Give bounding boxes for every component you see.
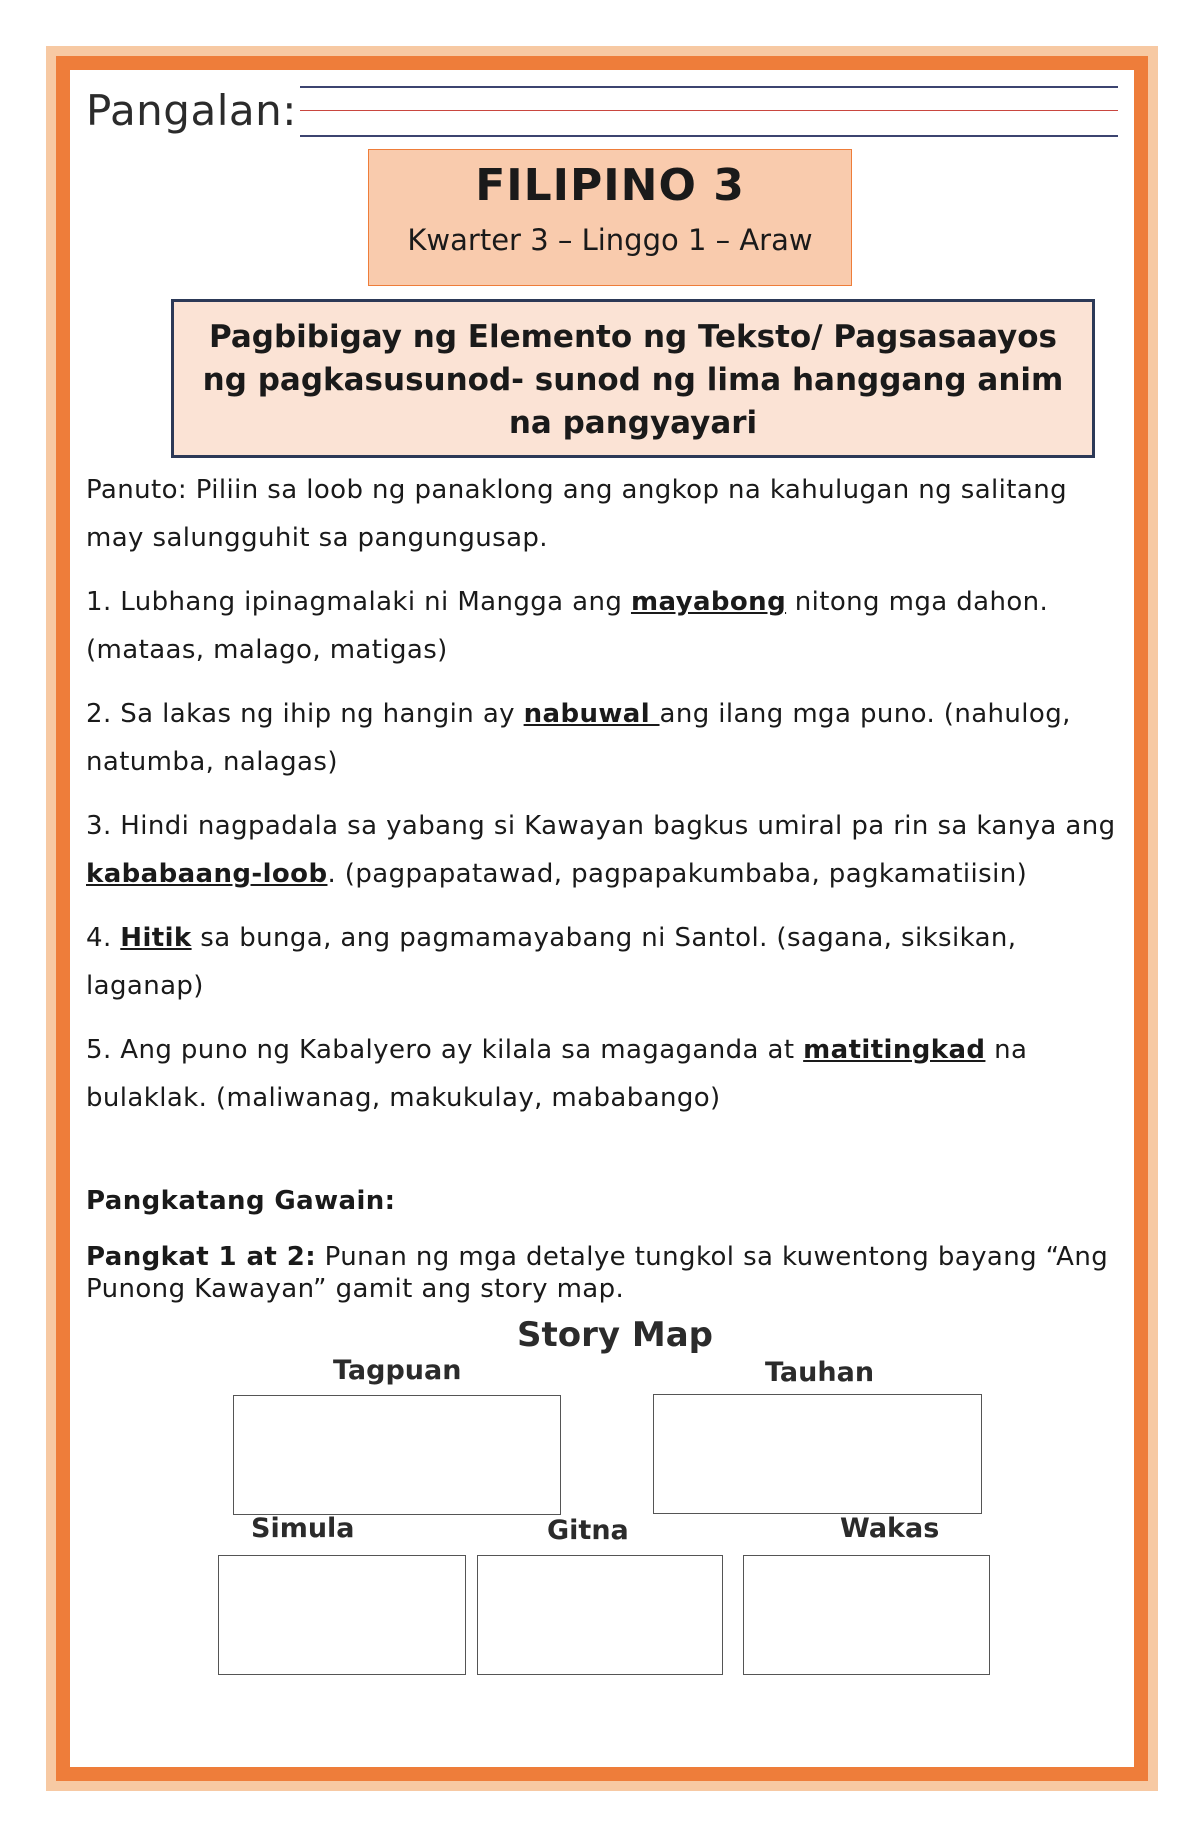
question-text: 2. Sa lakas ng ihip ng hangin ay [86,699,524,729]
instructions: Panuto: Piliin sa loob ng panaklong ang angkop na kahulugan ng salitang may salungguhit sa pangungusap. [86,475,1067,553]
question-3 [86,802,1126,898]
topic-box [171,299,1095,458]
underlined-word: matitingkad [803,1035,986,1065]
subject-title-box [368,149,852,286]
topic-line-3: na pangyayari [508,405,758,441]
subject-title: FILIPINO 3 [475,160,745,211]
topic-line-1: Pagbibigay ng Elemento ng Teksto/ Pagsasaayos [208,319,1058,355]
question-choices: nitong mga dahon. (mataas, malago, matigas) [86,587,1049,665]
group-task-text [86,1241,1126,1305]
question-text: 5. Ang puno ng Kabalyero ay kilala sa magaganda at [86,1035,804,1065]
question-text: 3. Hindi nagpadala sa yabang si Kawayan bagkus umiral pa rin sa kanya ang [86,811,1116,841]
name-writing-line-middle [300,110,1118,111]
underlined-word: kababaang-loob [86,859,328,889]
topic-line-2: ng pagkasusunod- sunod ng lima hanggang anim [202,362,1064,398]
middle-box[interactable] [477,1555,723,1675]
question-text: 1. Lubhang ipinagmalaki ni Mangga ang [86,587,631,617]
question-choices: . (pagpapatawad, pagpapakumbaba, pagkamatiisin) [327,859,1028,889]
question-choices: sa bunga, ang pagmamayabang ni Santol. (sagana, siksikan, laganap) [86,923,1017,1001]
characters-box[interactable] [653,1394,982,1514]
question-2 [86,690,1126,786]
group-task-label: Pangkat 1 at 2: [86,1242,316,1272]
group-task-instructions: Punan ng mga detalye tungkol sa kuwentong bayang “Ang Punong Kawayan” gamit ang story map. [86,1242,1109,1304]
setting-label: Tagpuan [333,1355,462,1386]
name-writing-line-top [300,86,1118,88]
middle-label: Gitna [547,1515,629,1546]
question-1 [86,578,1126,674]
question-choices: ang ilang mga puno. (nahulog, natumba, nalagas) [86,699,1071,777]
worksheet-content [86,466,1126,1305]
underlined-word: nabuwal [523,699,660,729]
end-box[interactable] [743,1555,990,1675]
subject-subtitle: Kwarter 3 – Linggo 1 – Araw [407,223,813,257]
question-choices: na bulaklak. (maliwanag, makukulay, mababango) [86,1035,1028,1113]
beginning-box[interactable] [218,1555,466,1675]
characters-label: Tauhan [765,1357,875,1388]
name-writing-line-bottom [300,135,1118,137]
name-label: Pangalan: [86,86,297,135]
question-5 [86,1026,1126,1122]
group-task-heading: Pangkatang Gawain: [86,1186,396,1216]
setting-box[interactable] [233,1395,561,1515]
underlined-word: mayabong [630,587,787,617]
question-text: 4. [86,923,121,953]
end-label: Wakas [840,1513,940,1544]
story-map-title: Story Map [517,1315,713,1355]
question-4 [86,914,1126,1010]
story-map [205,1315,995,1685]
beginning-label: Simula [251,1513,355,1544]
underlined-word: Hitik [120,923,192,953]
